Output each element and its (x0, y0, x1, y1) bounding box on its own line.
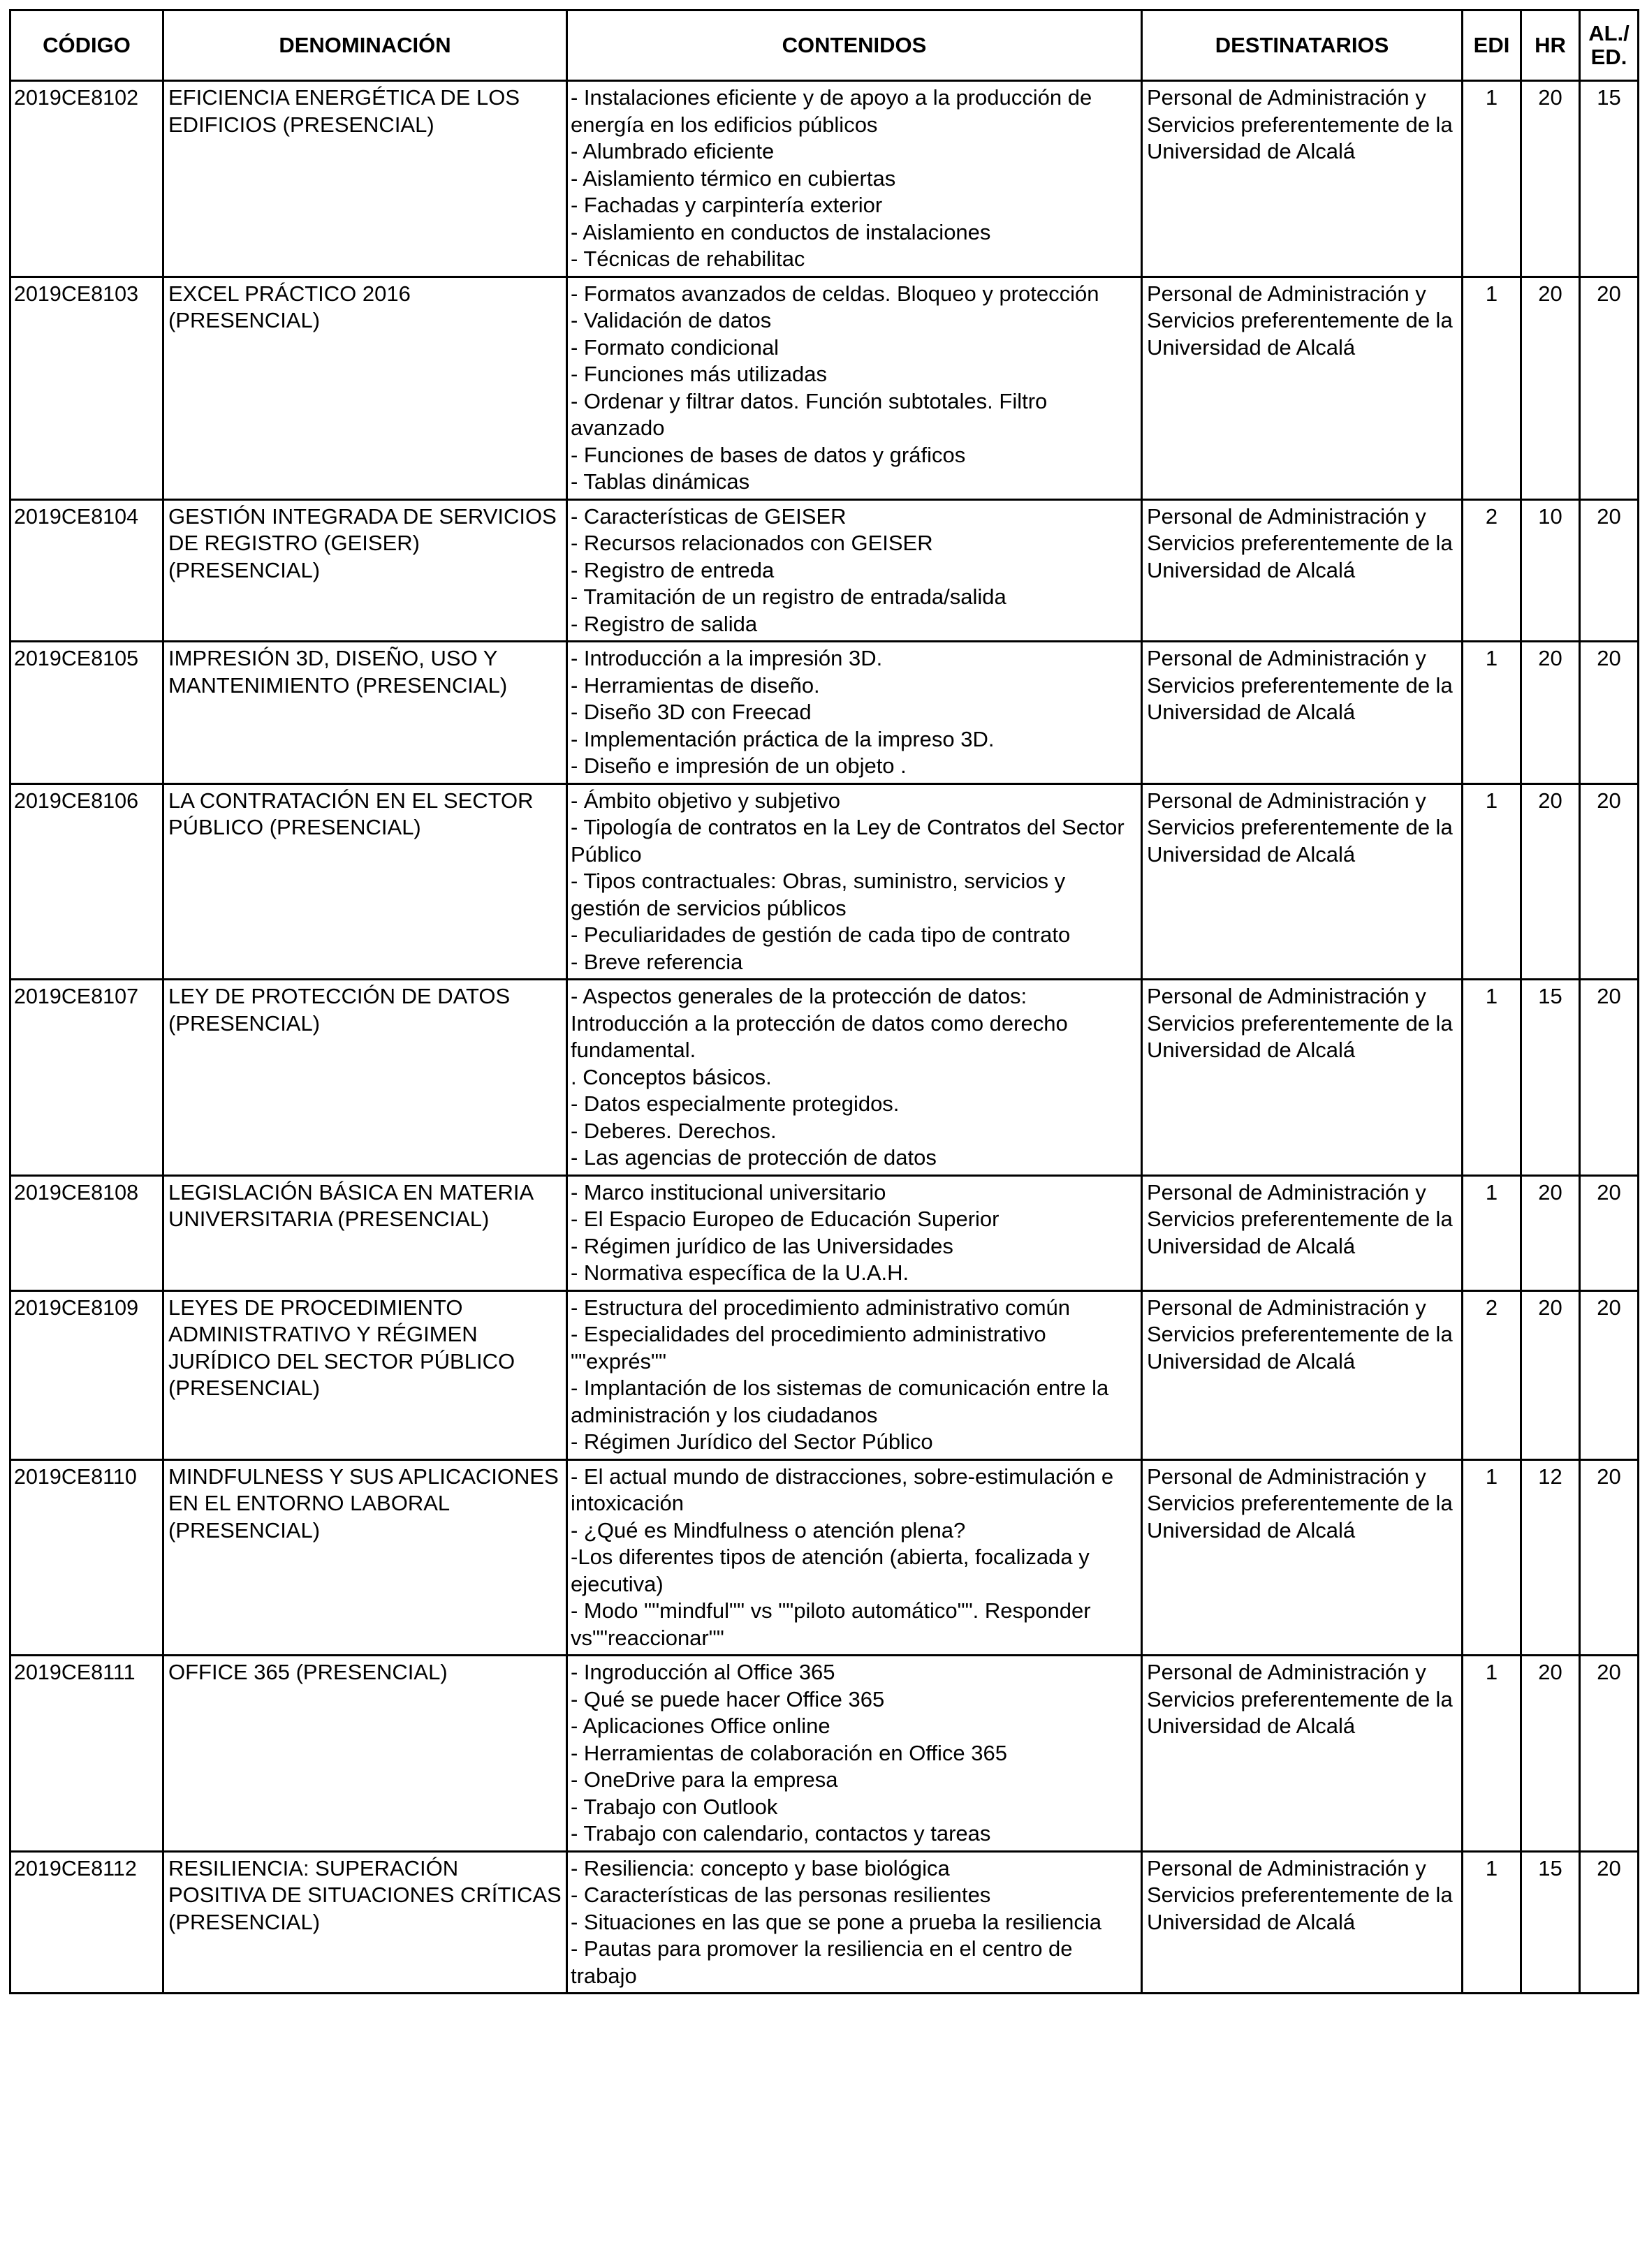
hr-cell: 20 (1521, 1175, 1580, 1290)
contenido-line: - Deberes. Derechos. (571, 1118, 777, 1143)
contenido-line: - Características de GEISER (571, 503, 847, 529)
contenido-line: - Normativa específica de la U.A.H. (571, 1260, 909, 1285)
denominacion-cell: RESILIENCIA: SUPERACIÓN POSITIVA DE SITUACIONES CRÍTICAS (PRESENCIAL) (163, 1851, 567, 1994)
edi-cell: 1 (1463, 1656, 1521, 1852)
hr-cell: 12 (1521, 1459, 1580, 1656)
course-table-page (9, 9, 1639, 1994)
al-ed-cell: 20 (1580, 1290, 1639, 1459)
codigo-cell: 2019CE8112 (10, 1851, 163, 1994)
contenido-line: - Situaciones en las que se pone a prueba la resiliencia (571, 1909, 1101, 1934)
contenido-line: - Especialidades del procedimiento administrativo ""exprés"" (571, 1322, 1046, 1374)
header-destinatarios: DESTINATARIOS (1142, 10, 1463, 81)
course-table (9, 9, 1639, 1994)
hr-cell: 20 (1521, 783, 1580, 980)
contenido-line: - Tipología de contratos en la Ley de Contratos del Sector Público (571, 815, 1125, 867)
contenido-line: - El actual mundo de distracciones, sobre-estimulación e intoxicación (571, 1464, 1114, 1515)
denominacion-cell: MINDFULNESS Y SUS APLICACIONES EN EL ENTORNO LABORAL (PRESENCIAL) (163, 1459, 567, 1656)
contenido-line: - Registro de entreda (571, 557, 775, 582)
destinatarios-cell: Personal de Administración y Servicios preferentemente de la Universidad de Alcalá (1142, 980, 1463, 1176)
hr-cell: 15 (1521, 1851, 1580, 1994)
table-row (10, 277, 1639, 499)
edi-cell: 1 (1463, 1459, 1521, 1656)
contenido-line: - Régimen jurídico de las Universidades (571, 1233, 953, 1258)
codigo-cell: 2019CE8108 (10, 1175, 163, 1290)
hr-cell: 20 (1521, 1656, 1580, 1852)
hr-cell: 15 (1521, 980, 1580, 1176)
contenido-line: - Tramitación de un registro de entrada/salida (571, 584, 1006, 609)
edi-cell: 1 (1463, 980, 1521, 1176)
contenido-line: - Pautas para promover la resiliencia en el centro de trabajo (571, 1936, 1073, 1988)
contenido-line: - Ingroducción al Office 365 (571, 1660, 835, 1684)
table-body (10, 81, 1639, 1994)
header-al-ed-line1: AL./ (1588, 21, 1630, 45)
contenido-line: - Tipos contractuales: Obras, suministro, servicios y gestión de servicios públicos (571, 869, 1066, 920)
denominacion-cell: GESTIÓN INTEGRADA DE SERVICIOS DE REGISTRO (GEISER) (PRESENCIAL) (163, 499, 567, 642)
hr-cell: 20 (1521, 642, 1580, 784)
contenido-line: - El Espacio Europeo de Educación Superior (571, 1207, 1000, 1231)
edi-cell: 1 (1463, 277, 1521, 499)
contenido-line: - ¿Qué es Mindfulness o atención plena? (571, 1517, 966, 1542)
contenido-line: - Instalaciones eficiente y de apoyo a la producción de energía en los edificios públicos (571, 85, 1092, 137)
edi-cell: 1 (1463, 1851, 1521, 1994)
al-ed-cell: 20 (1580, 1851, 1639, 1994)
contenido-line: - Trabajo con Outlook (571, 1794, 778, 1819)
header-denominacion: DENOMINACIÓN (163, 10, 567, 81)
destinatarios-cell: Personal de Administración y Servicios preferentemente de la Universidad de Alcalá (1142, 1175, 1463, 1290)
hr-cell: 20 (1521, 1290, 1580, 1459)
codigo-cell: 2019CE8111 (10, 1656, 163, 1852)
contenidos-cell (567, 277, 1142, 499)
contenido-line: - Recursos relacionados con GEISER (571, 531, 933, 555)
al-ed-cell: 20 (1580, 980, 1639, 1176)
contenido-line: - Validación de datos (571, 308, 772, 332)
destinatarios-cell: Personal de Administración y Servicios preferentemente de la Universidad de Alcalá (1142, 499, 1463, 642)
table-row (10, 1851, 1639, 1994)
contenido-line: - Modo ""mindful"" vs ""piloto automático"". Responder vs""reaccionar"" (571, 1598, 1091, 1650)
contenido-line: - Datos especialmente protegidos. (571, 1091, 900, 1116)
contenido-line: - Registro de salida (571, 611, 758, 636)
contenido-line: - Régimen Jurídico del Sector Público (571, 1429, 933, 1454)
contenidos-cell (567, 783, 1142, 980)
al-ed-cell: 20 (1580, 277, 1639, 499)
contenido-line: - Tablas dinámicas (571, 469, 750, 494)
contenido-line: - Ordenar y filtrar datos. Función subtotales. Filtro avanzado (571, 388, 1048, 440)
contenido-line: - Herramientas de colaboración en Office 365 (571, 1740, 1007, 1765)
contenido-line: - Características de las personas resilientes (571, 1883, 991, 1907)
contenido-line: - Aspectos generales de la protección de datos: Introducción a la protección de datos como derecho fundamental. (571, 984, 1068, 1062)
contenidos-cell (567, 1851, 1142, 1994)
codigo-cell: 2019CE8106 (10, 783, 163, 980)
al-ed-cell: 20 (1580, 783, 1639, 980)
table-row (10, 1459, 1639, 1656)
contenido-line: - Resiliencia: concepto y base biológica (571, 1855, 950, 1880)
destinatarios-cell: Personal de Administración y Servicios preferentemente de la Universidad de Alcalá (1142, 1459, 1463, 1656)
contenido-line: - Aplicaciones Office online (571, 1714, 830, 1738)
codigo-cell: 2019CE8102 (10, 81, 163, 277)
table-row (10, 499, 1639, 642)
contenido-line: - Formatos avanzados de celdas. Bloqueo y protección (571, 281, 1099, 306)
al-ed-cell: 20 (1580, 642, 1639, 784)
contenido-line: - Alumbrado eficiente (571, 139, 775, 163)
contenido-line: - Introducción a la impresión 3D. (571, 646, 883, 670)
contenido-line: - Implementación práctica de la impreso 3D. (571, 726, 995, 751)
edi-cell: 1 (1463, 783, 1521, 980)
contenidos-cell (567, 980, 1142, 1176)
contenido-line: - Implantación de los sistemas de comunicación entre la administración y los ciudadanos (571, 1376, 1109, 1427)
codigo-cell: 2019CE8107 (10, 980, 163, 1176)
contenidos-cell (567, 1656, 1142, 1852)
contenido-line: - OneDrive para la empresa (571, 1767, 838, 1792)
contenido-line: - Diseño e impresión de un objeto . (571, 753, 907, 778)
table-row (10, 81, 1639, 277)
header-contenidos: CONTENIDOS (567, 10, 1142, 81)
denominacion-cell: LEYES DE PROCEDIMIENTO ADMINISTRATIVO Y RÉGIMEN JURÍDICO DEL SECTOR PÚBLICO (PRESENCIAL) (163, 1290, 567, 1459)
table-row (10, 783, 1639, 980)
destinatarios-cell: Personal de Administración y Servicios preferentemente de la Universidad de Alcalá (1142, 642, 1463, 784)
al-ed-cell: 20 (1580, 1459, 1639, 1656)
header-al-ed (1580, 10, 1639, 81)
contenido-line: - Marco institucional universitario (571, 1179, 886, 1205)
denominacion-cell: OFFICE 365 (PRESENCIAL) (163, 1656, 567, 1852)
header-row (10, 10, 1639, 81)
contenidos-cell (567, 81, 1142, 277)
contenidos-cell (567, 1290, 1142, 1459)
table-row (10, 1175, 1639, 1290)
contenido-line: - Breve referencia (571, 949, 743, 974)
destinatarios-cell: Personal de Administración y Servicios preferentemente de la Universidad de Alcalá (1142, 1290, 1463, 1459)
contenido-line: - Formato condicional (571, 334, 779, 360)
header-hr: HR (1521, 10, 1580, 81)
al-ed-cell: 20 (1580, 1175, 1639, 1290)
header-edi: EDI (1463, 10, 1521, 81)
contenidos-cell (567, 642, 1142, 784)
edi-cell: 1 (1463, 81, 1521, 277)
al-ed-cell: 20 (1580, 1656, 1639, 1852)
contenido-line: - Aislamiento en conductos de instalaciones (571, 219, 991, 244)
contenido-line: - Estructura del procedimiento administrativo común (571, 1295, 1071, 1320)
contenido-line: - Técnicas de rehabilitac (571, 246, 805, 271)
contenido-line: - Peculiaridades de gestión de cada tipo de contrato (571, 922, 1071, 947)
edi-cell: 2 (1463, 1290, 1521, 1459)
hr-cell: 20 (1521, 277, 1580, 499)
contenido-line: - Herramientas de diseño. (571, 672, 820, 698)
edi-cell: 1 (1463, 1175, 1521, 1290)
contenido-line: -Los diferentes tipos de atención (abierta, focalizada y ejecutiva) (571, 1545, 1090, 1596)
edi-cell: 1 (1463, 642, 1521, 784)
denominacion-cell: EFICIENCIA ENERGÉTICA DE LOS EDIFICIOS (PRESENCIAL) (163, 81, 567, 277)
destinatarios-cell: Personal de Administración y Servicios preferentemente de la Universidad de Alcalá (1142, 783, 1463, 980)
codigo-cell: 2019CE8104 (10, 499, 163, 642)
denominacion-cell: LEY DE PROTECCIÓN DE DATOS (PRESENCIAL) (163, 980, 567, 1176)
contenido-line: - Fachadas y carpintería exterior (571, 193, 883, 217)
hr-cell: 10 (1521, 499, 1580, 642)
contenido-line: - Funciones de bases de datos y gráficos (571, 442, 966, 467)
contenidos-cell (567, 1459, 1142, 1656)
destinatarios-cell: Personal de Administración y Servicios preferentemente de la Universidad de Alcalá (1142, 81, 1463, 277)
contenido-line: . Conceptos básicos. (571, 1064, 772, 1089)
codigo-cell: 2019CE8105 (10, 642, 163, 784)
hr-cell: 20 (1521, 81, 1580, 277)
denominacion-cell: LA CONTRATACIÓN EN EL SECTOR PÚBLICO (PRESENCIAL) (163, 783, 567, 980)
al-ed-cell: 15 (1580, 81, 1639, 277)
denominacion-cell: IMPRESIÓN 3D, DISEÑO, USO Y MANTENIMIENTO (PRESENCIAL) (163, 642, 567, 784)
contenido-line: - Diseño 3D con Freecad (571, 700, 812, 724)
header-al-ed-line2: ED. (1590, 45, 1627, 69)
contenido-line: - Ámbito objetivo y subjetivo (571, 788, 840, 813)
table-row (10, 1290, 1639, 1459)
table-row (10, 642, 1639, 784)
contenido-line: - Trabajo con calendario, contactos y tareas (571, 1821, 991, 1846)
edi-cell: 2 (1463, 499, 1521, 642)
contenido-line: - Qué se puede hacer Office 365 (571, 1686, 885, 1711)
contenidos-cell (567, 499, 1142, 642)
destinatarios-cell: Personal de Administración y Servicios preferentemente de la Universidad de Alcalá (1142, 1656, 1463, 1852)
codigo-cell: 2019CE8110 (10, 1459, 163, 1656)
denominacion-cell: EXCEL PRÁCTICO 2016 (PRESENCIAL) (163, 277, 567, 499)
codigo-cell: 2019CE8103 (10, 277, 163, 499)
codigo-cell: 2019CE8109 (10, 1290, 163, 1459)
contenido-line: - Las agencias de protección de datos (571, 1145, 937, 1170)
contenidos-cell (567, 1175, 1142, 1290)
table-row (10, 980, 1639, 1176)
contenido-line: - Aislamiento térmico en cubiertas (571, 165, 896, 191)
header-codigo: CÓDIGO (10, 10, 163, 81)
table-row (10, 1656, 1639, 1852)
contenido-line: - Funciones más utilizadas (571, 362, 827, 386)
al-ed-cell: 20 (1580, 499, 1639, 642)
destinatarios-cell: Personal de Administración y Servicios preferentemente de la Universidad de Alcalá (1142, 277, 1463, 499)
destinatarios-cell: Personal de Administración y Servicios preferentemente de la Universidad de Alcalá (1142, 1851, 1463, 1994)
denominacion-cell: LEGISLACIÓN BÁSICA EN MATERIA UNIVERSITARIA (PRESENCIAL) (163, 1175, 567, 1290)
